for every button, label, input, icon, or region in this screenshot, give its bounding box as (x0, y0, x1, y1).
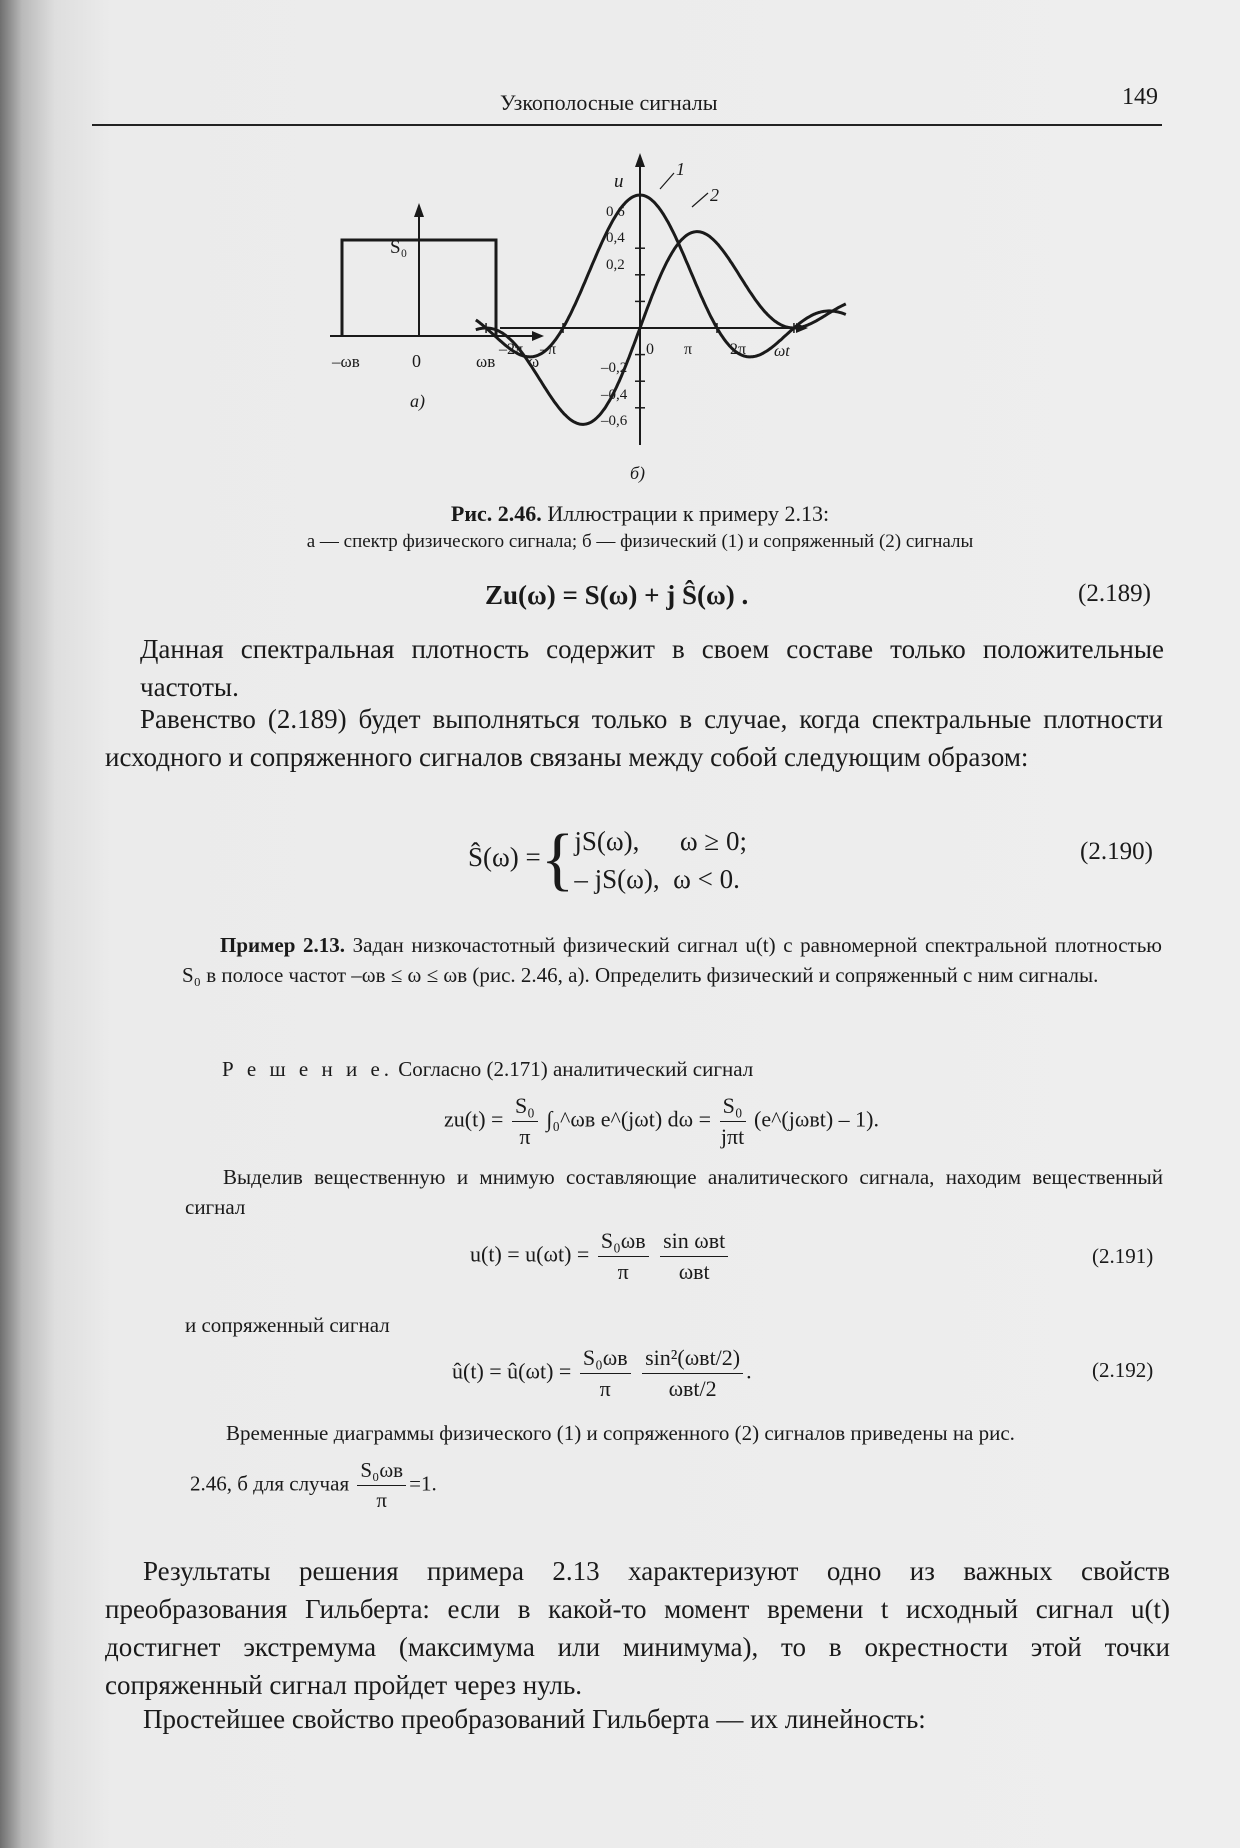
equation-number-2-191: (2.191) (1092, 1244, 1154, 1268)
solution-intro (222, 1054, 1122, 1084)
panel-a-tick-wb: ωв (476, 352, 496, 371)
eq-2-191-lhs: u(t) = u(ωt) = (470, 1241, 590, 1267)
panel-b-xtick-pi: π (684, 341, 693, 358)
panel-b-xtick-zero: 0 (646, 341, 654, 358)
solution-label: Р е ш е н и е. (222, 1057, 394, 1081)
panel-a-y-arrow (414, 203, 424, 217)
eq-2-192-frac1-den: π (599, 1376, 611, 1401)
equation-2-191 (470, 1228, 731, 1285)
equation-2-189: Zu(ω) = S(ω) + j Ŝ(ω) . (485, 580, 749, 610)
eq-2-191-frac2-den: ωвt (678, 1259, 710, 1284)
panel-a-tick-w: ω (528, 352, 540, 371)
eq-2-190-case-1: jS(ω), ω ≥ 0; (574, 826, 747, 856)
panel-b-ytick-minus-0-4: –0,4 (601, 387, 628, 403)
panel-b-xlabel: ωt (774, 343, 790, 360)
eq-2-192-frac2-num: sin²(ωвt/2) (642, 1345, 743, 1374)
curve-2-label: 2 (710, 185, 719, 205)
panel-a-label: а) (410, 391, 425, 411)
curve-1-leader (660, 173, 674, 189)
paragraph-linearity: Простейшее свойство преобразований Гильберта — их линейность: (143, 1704, 926, 1734)
equation-number-2-189: (2.189) (1078, 580, 1151, 607)
equation-2-190 (468, 822, 747, 898)
example-title: Пример 2.13. (220, 933, 346, 957)
panel-a-tick-minus-wb: –ωв (332, 352, 360, 371)
para5b-text: 2.46, б для случая (190, 1471, 350, 1496)
panel-a-tick-zero: 0 (412, 351, 421, 371)
eq-2-192-frac1-num: S₀ωв (580, 1345, 631, 1374)
curve-1-label: 1 (676, 159, 685, 179)
paragraph-real-part: Выделив вещественную и мнимую составляющие аналитического сигнала, находим вещественный сигнал (185, 1165, 1163, 1219)
panel-b-ytick-0-4: 0,4 (606, 230, 625, 246)
eq-zu-frac2-num: S₀ (720, 1093, 746, 1122)
caption-title: Иллюстрации к примеру 2.13: (547, 501, 830, 526)
panel-b-ytick-0-6: 0,6 (606, 204, 625, 220)
eq-2-190-brace: { (540, 821, 575, 898)
eq-2-192-tail: . (746, 1358, 752, 1384)
panel-b-xtick-minus-pi: –π (540, 341, 557, 358)
para5b-frac-num: S₀ωв (357, 1458, 406, 1486)
para5b-frac-den: π (376, 1488, 388, 1512)
figure-2-46 (300, 145, 980, 490)
panel-b-xtick-minus-2pi: –2π (499, 341, 524, 358)
panel-b-ylabel: u (614, 171, 624, 192)
panel-b-y-arrow (635, 153, 645, 167)
panel-b-ytick-minus-0-2: –0,2 (601, 360, 628, 376)
eq-zu-integral: ∫₀^ωв e^(jωt) dω (546, 1106, 694, 1132)
equation-2-192 (452, 1345, 752, 1402)
paragraph-equality-condition: Равенство (2.189) будет выполняться только в случае, когда спектральные плотности исходного и сопряженного сигналов связаны между собой следующим образом: (105, 704, 1163, 772)
eq-zu-frac1-den: π (519, 1124, 531, 1149)
eq-zu-equals: = (698, 1106, 712, 1132)
panel-b-signals (476, 153, 846, 484)
para5b-tail: =1. (409, 1471, 437, 1496)
eq-zu-frac2-den: jπt (720, 1124, 745, 1149)
page-number: 149 (1122, 84, 1158, 110)
example-text: Задан низкочастотный физический сигнал u(t) с равномерной спектральной плотностью S₀ в полосе частот –ωв ≤ ω ≤ ωв (рис. 2.46, а). Определить физический и сопряженный с ним сигналы. (182, 933, 1162, 987)
eq-zu-tail: (e^(jωвt) – 1). (754, 1106, 879, 1132)
panel-a-x-arrow (532, 331, 544, 341)
solution-text: Согласно (2.171) аналитический сигнал (393, 1057, 754, 1081)
eq-zu-frac1-num: S₀ (512, 1093, 538, 1122)
curve-2-leader (692, 193, 708, 207)
eq-2-191-frac1-num: S₀ωв (598, 1228, 649, 1257)
eq-2-190-lhs: Ŝ(ω) = (468, 842, 541, 873)
figure-caption (100, 500, 1180, 556)
example-2-13 (182, 930, 1162, 990)
equation-number-2-190: (2.190) (1080, 838, 1153, 865)
paragraph-conjugate-signal: и сопряженный сигнал (185, 1313, 390, 1337)
eq-2-191-frac1-den: π (617, 1259, 629, 1284)
panel-a-ylabel: S₀ (390, 237, 408, 258)
panel-b-ytick-minus-0-6: –0,6 (601, 413, 628, 429)
header-rule (92, 124, 1162, 126)
equation-analytic-signal (444, 1093, 879, 1150)
eq-2-192-frac2-den: ωвt/2 (668, 1376, 717, 1401)
running-title: Узкополосные сигналы (500, 90, 718, 115)
paragraph-time-diagrams: Временные диаграммы физического (1) и сопряженного (2) сигналов приведены на рис. (226, 1421, 1015, 1445)
caption-number: Рис. 2.46. (450, 501, 542, 526)
eq-2-192-lhs: û(t) = û(ωt) = (452, 1358, 572, 1384)
panel-b-label: б) (630, 463, 646, 483)
paragraph-positive-frequencies: Данная спектральная плотность содержит в своем составе только положительные частоты. (140, 634, 1164, 702)
panel-b-xtick-2pi: 2π (730, 341, 747, 358)
caption-detail: а — спектр физического сигнала; б — физический (1) и сопряженный (2) сигналы (306, 531, 974, 552)
eq-2-191-frac2-num: sin ωвt (660, 1228, 728, 1257)
eq-zu-lhs: zu(t) = (444, 1106, 504, 1132)
panel-a-spectrum (330, 203, 544, 412)
panel-b-ytick-0-2: 0,2 (606, 257, 625, 273)
eq-2-190-case-2: – jS(ω), ω < 0. (574, 864, 740, 894)
equation-number-2-192: (2.192) (1092, 1358, 1154, 1382)
paragraph-time-diagrams-case (190, 1458, 437, 1513)
paragraph-hilbert-property: Результаты решения примера 2.13 характеризуют одно из важных свойств преобразования Гильберта: если в какой-то момент времени t исходный сигнал u(t) достигнет экстремума (максимума или минимума), то в окрестности этой точки сопряженный сигнал пройдет через нуль. (105, 1556, 1170, 1700)
